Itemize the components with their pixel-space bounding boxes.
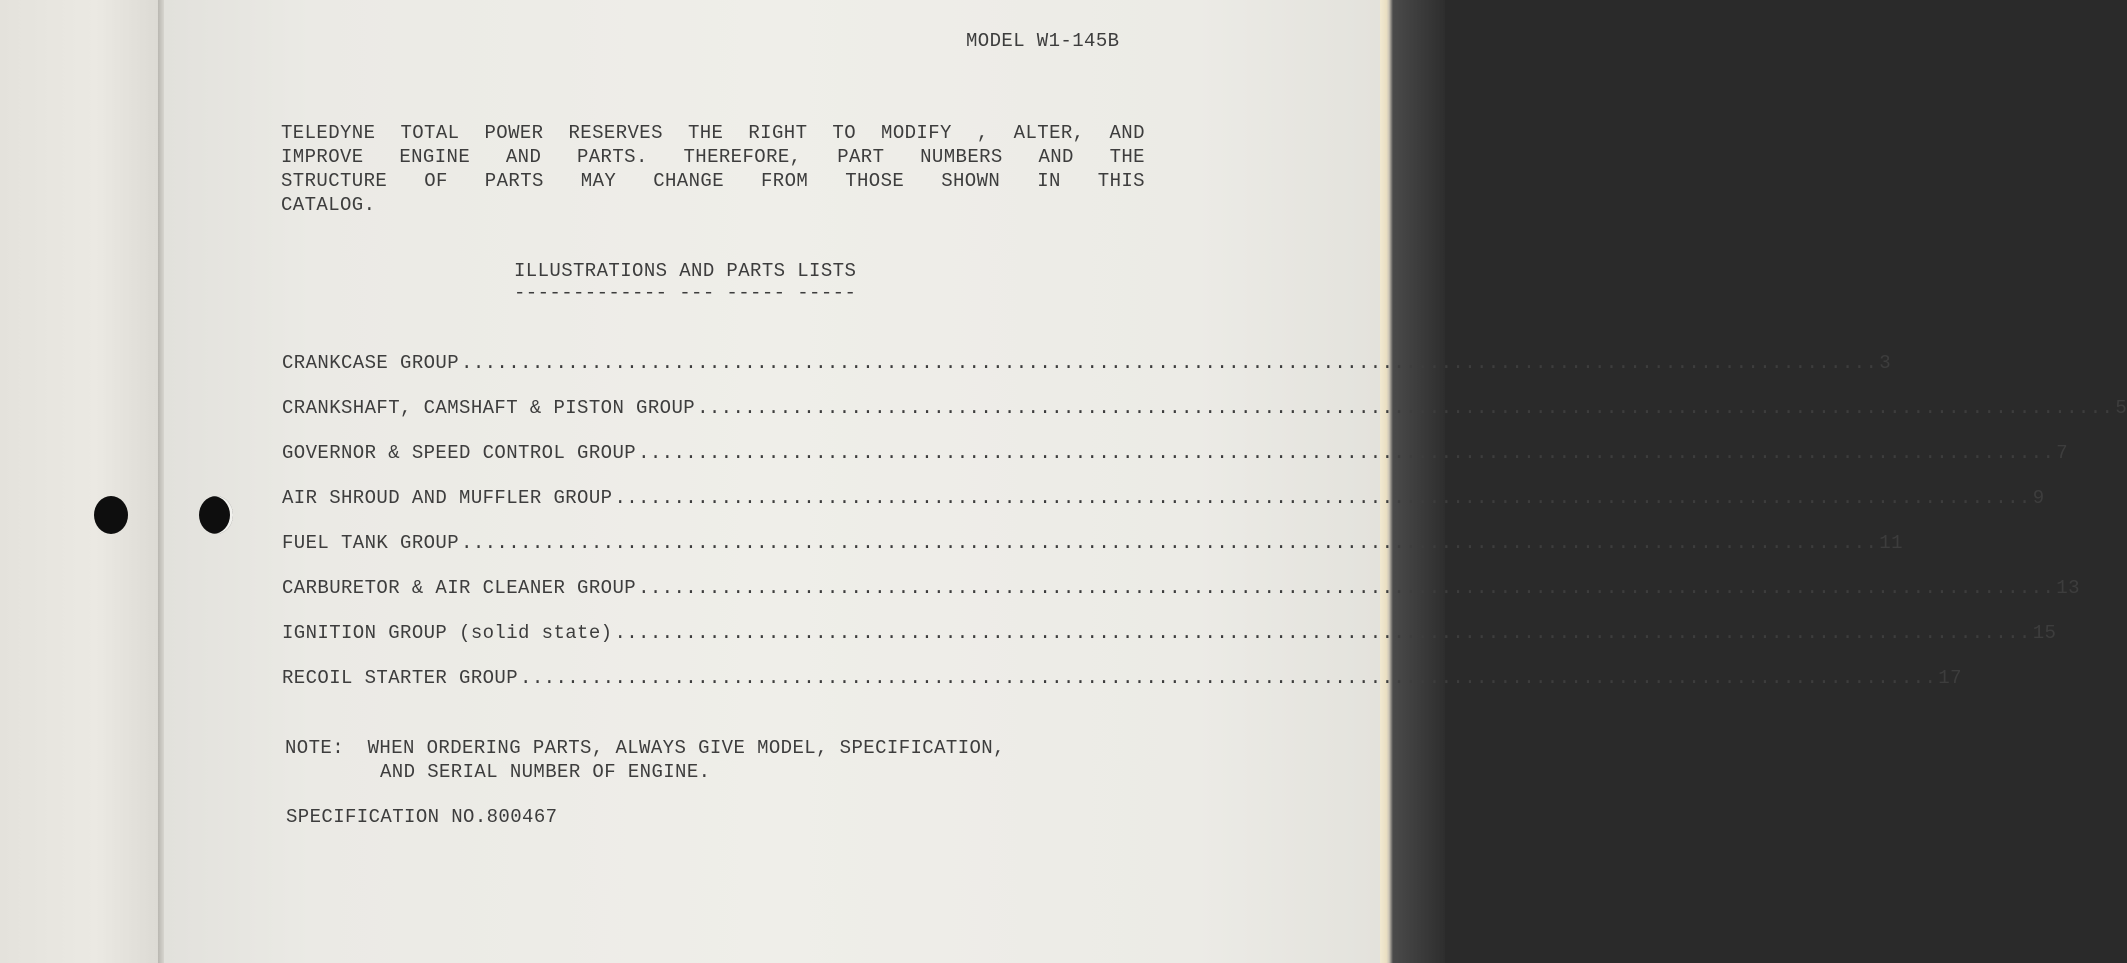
disclaimer-word: IN — [1037, 170, 1061, 192]
toc-entry-label: CRANKSHAFT, CAMSHAFT & PISTON GROUP — [282, 397, 696, 419]
disclaimer-word: THEREFORE, — [683, 146, 802, 168]
disclaimer-word: NUMBERS — [920, 146, 1003, 168]
table-of-contents — [282, 352, 2127, 712]
toc-entry-label: CARBURETOR & AIR CLEANER GROUP — [282, 577, 637, 599]
disclaimer-word: STRUCTURE — [281, 170, 388, 192]
disclaimer-word: CATALOG. — [281, 194, 376, 216]
toc-entry-page: 13 — [2056, 577, 2080, 599]
disclaimer-word: PARTS. — [576, 146, 648, 168]
binder-hole-right — [199, 496, 233, 534]
section-title: ILLUSTRATIONS AND PARTS LISTS — [514, 260, 857, 282]
disclaimer-word: MODIFY — [881, 122, 952, 144]
disclaimer-word: PART — [837, 146, 885, 168]
toc-leader-dots: ........................................................................................................................ — [614, 487, 2031, 509]
note-line-1: NOTE: WHEN ORDERING PARTS, ALWAYS GIVE MODEL, SPECIFICATION, — [285, 737, 1005, 759]
toc-entry-page: 5 — [2115, 397, 2127, 419]
disclaimer-word: AND — [1038, 146, 1074, 168]
toc-entry-page: 11 — [1879, 532, 1903, 554]
disclaimer-word: TO — [832, 122, 856, 144]
toc-entry-label: FUEL TANK GROUP — [282, 532, 460, 554]
disclaimer-word: MAY — [580, 170, 617, 192]
model-number: MODEL W1-145B — [966, 30, 1120, 52]
left-page — [0, 0, 160, 963]
disclaimer-word: SHOWN — [941, 170, 1001, 192]
disclaimer-word: THOSE — [845, 170, 905, 192]
disclaimer-word: POWER — [484, 122, 544, 144]
toc-entry-label: RECOIL STARTER GROUP — [282, 667, 519, 689]
disclaimer-word: OF — [424, 170, 448, 192]
note-line-2: AND SERIAL NUMBER OF ENGINE. — [380, 761, 711, 783]
toc-entry-label: AIR SHROUD AND MUFFLER GROUP — [282, 487, 613, 509]
toc-entry-page: 17 — [1938, 667, 1962, 689]
toc-leader-dots: ........................................................................................................................ — [638, 442, 2055, 464]
page-stack-edge — [1380, 0, 1445, 963]
toc-entry — [282, 352, 1892, 397]
disclaimer-word: RIGHT — [748, 122, 808, 144]
disclaimer-word: CHANGE — [653, 170, 724, 192]
disclaimer-word: PARTS — [484, 170, 544, 192]
toc-entry-label: IGNITION GROUP (solid state) — [282, 622, 613, 644]
disclaimer-word: , — [976, 122, 989, 144]
disclaimer-line — [281, 121, 1145, 145]
disclaimer-word: FROM — [760, 170, 809, 192]
disclaimer-word: TELEDYNE — [281, 122, 376, 144]
disclaimer-word: AND — [505, 146, 542, 168]
disclaimer-paragraph — [281, 121, 1145, 217]
toc-entry — [282, 532, 1903, 577]
disclaimer-word: THE — [687, 122, 724, 144]
toc-entry — [282, 442, 2069, 487]
toc-leader-dots: ........................................................................................................................ — [614, 622, 2031, 644]
disclaimer-word: RESERVES — [568, 122, 663, 144]
toc-leader-dots: ........................................................................................................................ — [638, 577, 2055, 599]
toc-entry — [282, 622, 2057, 667]
disclaimer-word: TOTAL — [400, 122, 460, 144]
toc-entry-page: 15 — [2032, 622, 2057, 644]
toc-entry — [282, 577, 2080, 622]
toc-entry — [282, 487, 2045, 532]
toc-entry-label: CRANKCASE GROUP — [282, 352, 460, 374]
disclaimer-word: THE — [1109, 146, 1145, 168]
disclaimer-word: IMPROVE — [281, 146, 364, 168]
toc-entry-page: 3 — [1879, 352, 1892, 374]
toc-entry — [282, 667, 1962, 712]
disclaimer-line — [281, 193, 1145, 217]
toc-entry-page: 7 — [2056, 442, 2069, 464]
toc-leader-dots: ........................................................................................................................ — [697, 397, 2114, 419]
toc-entry-label: GOVERNOR & SPEED CONTROL GROUP — [282, 442, 637, 464]
toc-entry-page: 9 — [2032, 487, 2045, 509]
disclaimer-line — [281, 169, 1145, 193]
section-title-underline: ------------- --- ----- ----- — [514, 282, 857, 304]
toc-leader-dots: ........................................................................................................................ — [520, 667, 1937, 689]
specification-number: SPECIFICATION NO.800467 — [286, 806, 558, 828]
toc-leader-dots: ........................................................................................................................ — [461, 532, 1878, 554]
disclaimer-word: ENGINE — [399, 146, 471, 168]
disclaimer-word: AND — [1109, 122, 1145, 144]
disclaimer-line — [281, 145, 1145, 169]
binder-hole-left — [94, 496, 128, 534]
toc-entry — [282, 397, 2127, 442]
disclaimer-word: ALTER, — [1013, 122, 1085, 144]
toc-leader-dots: ........................................................................................................................ — [461, 352, 1878, 374]
disclaimer-word: THIS — [1097, 170, 1145, 192]
